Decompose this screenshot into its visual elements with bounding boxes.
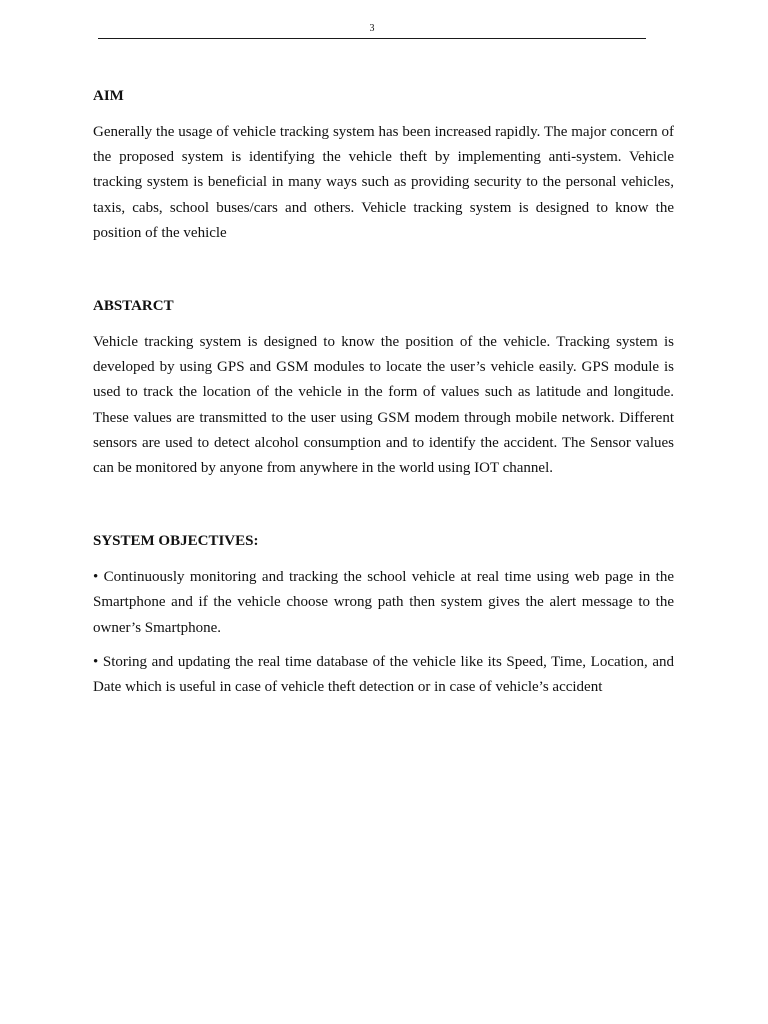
aim-paragraph: Generally the usage of vehicle tracking system has been increased rapidly. The major concern of the proposed system is identifying the vehicle theft by implementing anti-system. Vehicle tracking system is beneficial in many ways such as providing security to the personal vehicles, taxis, cabs, school buses/cars and others. Vehicle tracking system is designed to know the position of the vehicle xyxy=(93,124,674,241)
aim-heading: AIM xyxy=(93,88,124,104)
objective-item-2: • Storing and updating the real time database of the vehicle like its Speed, Time, Location, and Date which is useful in case of vehicle theft detection or in case of vehicle’s accident xyxy=(93,653,674,696)
document-body xyxy=(93,86,674,709)
abstract-section xyxy=(93,296,674,481)
objectives-heading: SYSTEM OBJECTIVES: xyxy=(93,533,259,550)
aim-section xyxy=(93,86,674,246)
page-header xyxy=(98,0,646,39)
objective-item-1: • Continuously monitoring and tracking the school vehicle at real time using web page in the Smartphone and if the vehicle choose wrong path then system gives the alert message to the owner’s Smartphone. xyxy=(93,569,674,636)
objectives-section xyxy=(93,531,674,700)
abstract-paragraph: Vehicle tracking system is designed to know the position of the vehicle. Tracking system is developed by using GPS and GSM modules to locate the user’s vehicle easily. GPS module is used to track the location of the vehicle in the form of values such as latitude and longitude. These values are transmitted to the user using GSM modem through mobile network. Different sensors are used to detect alcohol consumption and to identify the accident. The Sensor values can be monitored by anyone from anywhere in the world using IOT channel. xyxy=(93,334,674,477)
page-number: 3 xyxy=(369,23,375,34)
abstract-heading: ABSTARCT xyxy=(93,298,174,315)
